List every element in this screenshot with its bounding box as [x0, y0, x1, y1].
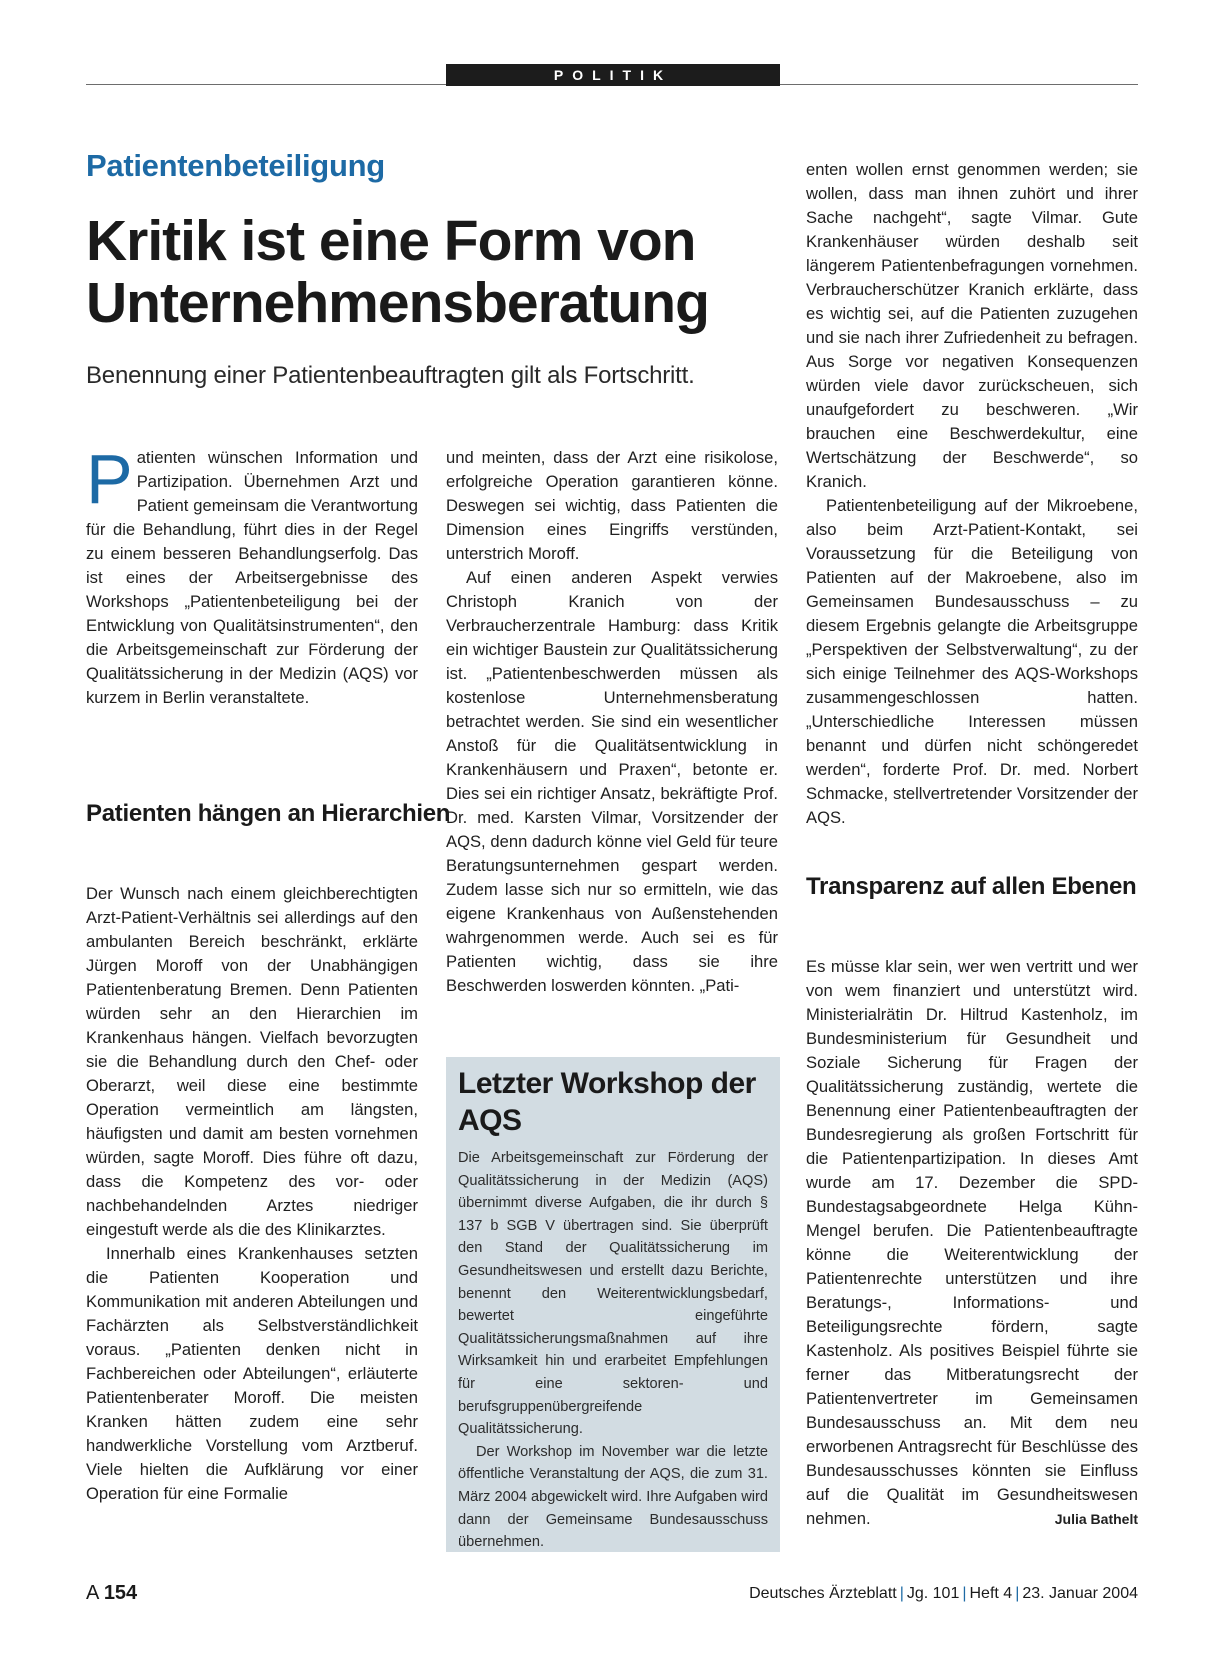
- page-prefix: A: [86, 1582, 99, 1604]
- column-1: [86, 440, 418, 710]
- page-number: [86, 1582, 137, 1605]
- info-box-paragraph: Der Workshop im November war die letzte öffentliche Veranstaltung der AQS, die zum 31. März 2004 abgewickelt wird. Ihre Aufgaben wird dann der Gemeinsame Bundesausschuss übernehmen.: [458, 1443, 768, 1551]
- kicker: Patientenbeteiligung: [86, 148, 385, 183]
- page-number-value: 154: [103, 1582, 138, 1604]
- volume: Jg. 101: [906, 1585, 960, 1602]
- headline: Kritik ist eine Form von Unternehmensberatung: [86, 209, 709, 335]
- paragraph: Innerhalb eines Krankenhauses setzten die Patienten Kooperation und Kommunikation mit anderen Abteilungen und Fachärzten als Selbstverständlichkeit voraus. „Patienten denken nicht in Fachbereichen oder Abteilungen“, erläuterte Patientenberater Moroff. Die meisten Kranken hätten zudem eine sehr handwerkliche Vorstellung vom Arztberuf. Viele hielten die Aufklärung vor einer Operation für eine Formalie: [86, 1244, 418, 1503]
- separator: |: [1015, 1585, 1020, 1602]
- paragraph-text: atienten wünschen Information und Partizipation. Übernehmen Arzt und Patient gemeinsam die Verantwortung für die Behandlung, führt dies in der Regel zu einem besseren Behandlungserfolg. Das ist eines der Arbeitsergebnisse des Workshops „Patientenbeteiligung bei der Entwicklung von Qualitätsinstrumenten“, den die Arbeitsgemeinschaft zur Förderung der Qualitätssicherung in der Medizin (AQS) vor kurzem in Berlin veranstaltete.: [86, 448, 418, 707]
- subhead-transparenz: Transparenz auf allen Ebenen: [806, 873, 1137, 900]
- section-label: POLITIK: [446, 64, 780, 86]
- issue: Heft 4: [969, 1585, 1013, 1602]
- info-box-title: Letzter Workshop der AQS: [458, 1067, 756, 1137]
- paragraph: enten wollen ernst genommen werden; sie wollen, dass man ihnen zuhört und ihrer Sache nachgeht“, sagte Vilmar. Gute Krankenhäuser würden deshalb seit längerem Patientenbefragungen vornehmen. Verbraucherschützer Kranich erklärte, dass es wichtig sei, auf die Patienten zuzugehen und sie nach ihrer Zufriedenheit zu befragen. Aus Sorge vor negativen Konsequenzen würden viele davor zurückscheuen, sich unaufgefordert zu beschweren. „Wir brauchen eine Beschwerdekultur, eine Wertschätzung der Beschwerde“, so Kranich.: [806, 160, 1138, 491]
- paragraph: [86, 440, 418, 710]
- info-box-text: [458, 1147, 768, 1554]
- separator: |: [962, 1585, 967, 1602]
- issue-date: 23. Januar 2004: [1022, 1585, 1138, 1602]
- separator: |: [899, 1585, 904, 1602]
- journal-info: [749, 1585, 1138, 1603]
- deck: Benennung einer Patientenbeauftragten gilt als Fortschritt.: [86, 362, 695, 389]
- paragraph: Es müsse klar sein, wer wen vertritt und wer von wem finanziert und unterstützt wird. Ministerialrätin Dr. Hiltrud Kastenholz, im Bundesministerium für Gesundheit und Soziale Sicherung für Fragen der Qualitätssicherung zuständig, wertete die Benennung einer Patientenbeauftragten der Bundesregierung als großen Fortschritt für die Patientenpartizipation. In dieses Amt wurde am 17. Dezember die SPD-Bundestagsabgeordnete Helga Kühn-Mengel berufen. Die Patientenbeauftragte könne die Weiterentwicklung der Patientenrechte unterstützen und ihre Beratungs-, Informations- und Beteiligungsrechte fördern, sagte Kastenholz. Als positives Beispiel führte sie ferner das Mitberatungsrecht der Patientenvertreter im Gemeinsamen Bundesausschuss an. Mit dem neu erworbenen Antragsrecht für Beschlüsse des Bundesausschusses könnten sie Einfluss auf die Qualität im Gesundheitswesen nehmen.: [806, 957, 1138, 1528]
- info-box: [446, 1057, 780, 1552]
- author-byline: Julia Bathelt: [1054, 1511, 1138, 1527]
- column-3-continued: [806, 955, 1138, 1531]
- subhead-hierarchien: Patienten hängen an Hierarchien: [86, 800, 451, 827]
- column-2: [446, 446, 778, 998]
- info-box-paragraph: Die Arbeitsgemeinschaft zur Förderung der Qualitätssicherung in der Medizin (AQS) übernimmt diverse Aufgaben, die ihr durch § 137 b SGB V übertragen sind. Sie überprüft den Stand der Qualitätssicherung im Gesundheitswesen und erstellt dazu Berichte, benennt den Weiterentwicklungsbedarf, bewertet eingeführte Qualitätssicherungsmaßnahmen auf ihre Wirksamkeit hin und erarbeitet Empfehlungen für eine sektoren- und berufsgruppenübergreifende Qualitätssicherung.: [458, 1150, 768, 1438]
- column-3: [806, 158, 1138, 830]
- journal-name: Deutsches Ärzteblatt: [749, 1585, 897, 1602]
- paragraph: und meinten, dass der Arzt eine risikolose, erfolgreiche Operation garantieren könne. Deswegen sei wichtig, dass Patienten die Dimension eines Eingriffs verstünden, unterstrich Moroff.: [446, 448, 778, 563]
- drop-cap: P: [86, 440, 133, 518]
- column-1-continued: [86, 882, 418, 1506]
- paragraph: Patientenbeteiligung auf der Mikroebene, also beim Arzt-Patient-Kontakt, sei Voraussetzung für die Beteiligung von Patienten auf der Makroebene, also im Gemeinsamen Bundesausschuss – zu diesem Ergebnis gelangte die Arbeitsgruppe „Perspektiven der Selbstverwaltung“, zu der sich einige Teilnehmer des AQS-Workshops zusammengeschlossen hatten. „Unterschiedliche Interessen müssen benannt und dürfen nicht schöngeredet werden“, forderte Prof. Dr. med. Norbert Schmacke, stellvertretender Vorsitzender der AQS.: [806, 496, 1138, 827]
- paragraph: Auf einen anderen Aspekt verwies Christoph Kranich von der Verbraucherzentrale Hamburg: dass Kritik ein wichtiger Baustein zur Qualitätssicherung ist. „Patientenbeschwerden müssen als kostenlose Unternehmensberatung betrachtet werden. Sie sind ein wesentlicher Anstoß für die Qualitätsentwicklung in Krankenhäusern und Praxen“, betonte er. Dies sei ein richtiger Ansatz, bekräftigte Prof. Dr. med. Karsten Vilmar, Vorsitzender der AQS, denn dadurch könne viel Geld für teure Beratungsunternehmen gespart werden. Zudem lasse sich nur so ermitteln, wie das eigene Krankenhaus von Außenstehenden wahrgenommen werde. Auch sei es für Patienten wichtig, dass sie ihre Beschwerden loswerden könnten. „Pati-: [446, 568, 778, 995]
- paragraph: Der Wunsch nach einem gleichberechtigten Arzt-Patient-Verhältnis sei allerdings auf den ambulanten Bereich beschränkt, erklärte Jürgen Moroff von der Unabhängigen Patientenberatung Bremen. Denn Patienten würden sehr an den Hierarchien im Krankenhaus hängen. Vielfach bevorzugten sie die Behandlung durch den Chef- oder Oberarzt, weil diese eine bestimmte Operation vermeintlich am längsten, häufigsten und damit am besten vornehmen würden, sagte Moroff. Dies führe oft dazu, dass die Kompetenz des vor- oder nachbehandelnden Arztes niedriger eingestuft werde als die des Klinikarztes.: [86, 884, 418, 1239]
